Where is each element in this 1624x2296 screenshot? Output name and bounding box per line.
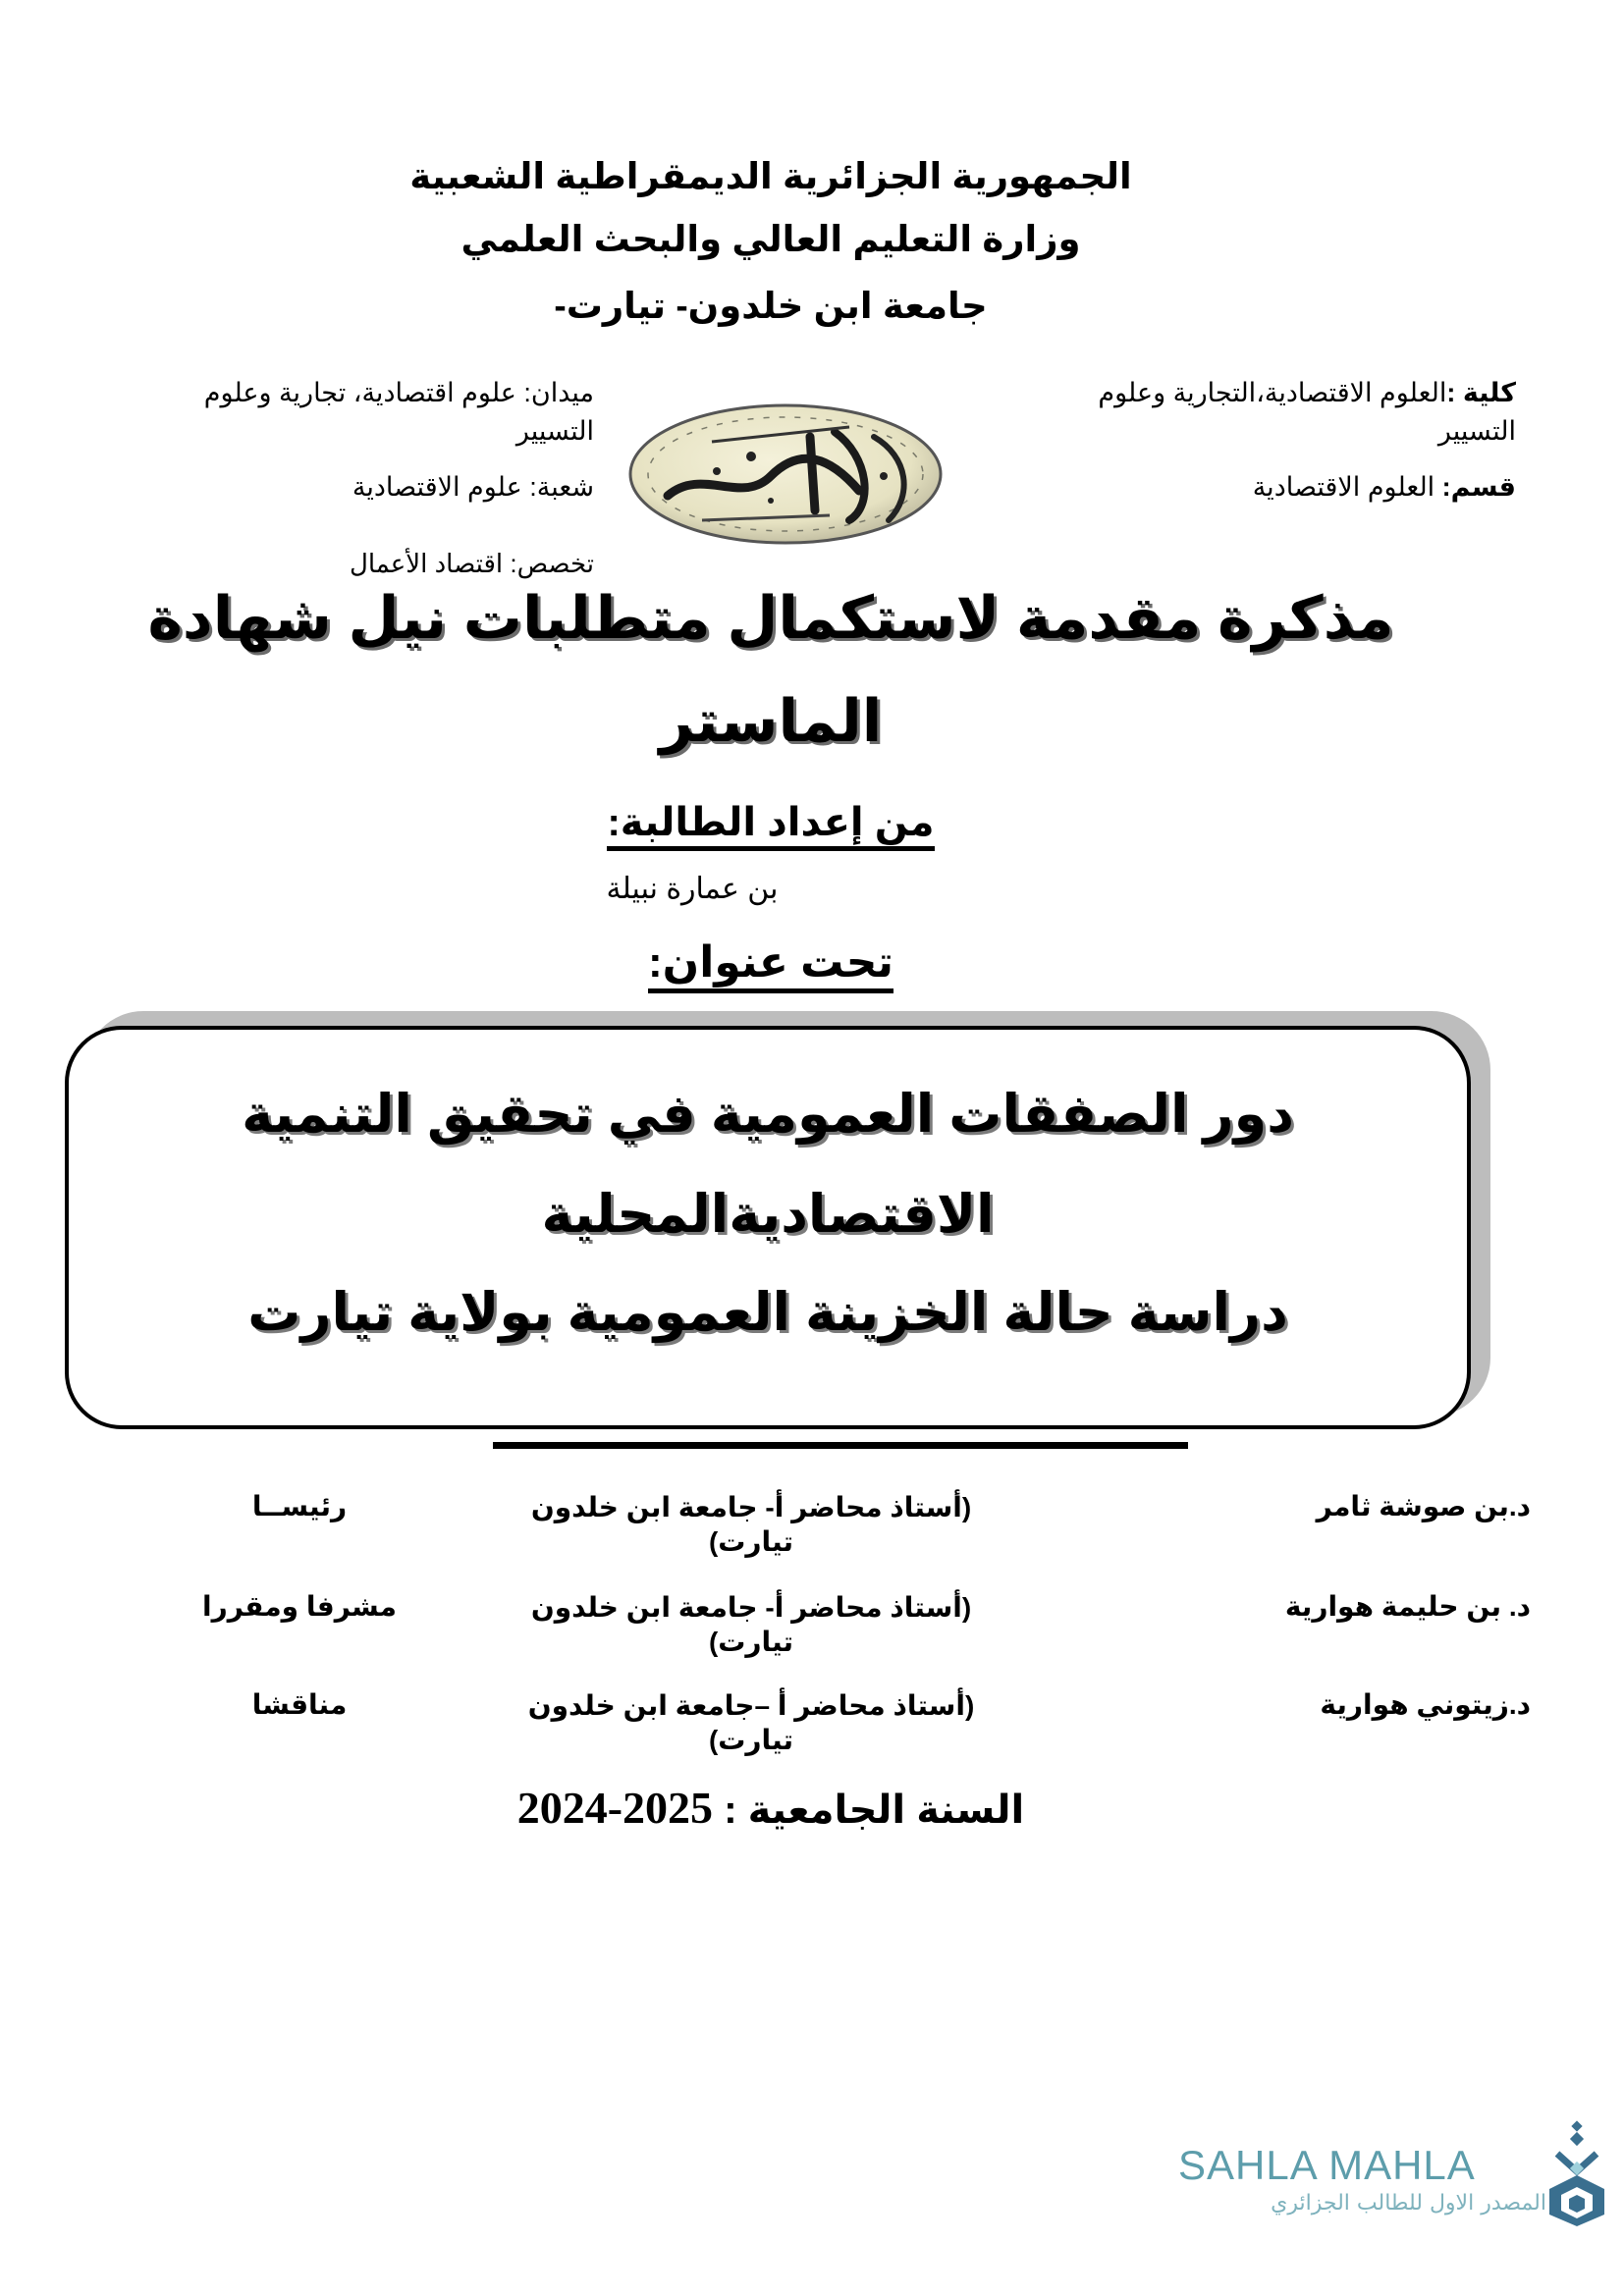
title-line-3: دراسة حالة الخزينة العمومية بولاية تيارت: [247, 1283, 1288, 1342]
header-university: جامعة ابن خلدون- تيارت-: [554, 286, 988, 326]
committee-member-role: مناقشا: [251, 1689, 348, 1720]
faculty-label: كلية :: [1446, 378, 1516, 407]
branch-value: شعبة: علوم الاقتصادية: [352, 472, 594, 503]
header-republic: الجمهورية الجزائرية الديمقراطية الشعبية: [409, 156, 1132, 196]
student-name: بن عمارة نبيلة: [606, 873, 779, 905]
hidden-heading-underline: [493, 1442, 1188, 1449]
committee-member-rank: (أستاذ محاضر أ –جامعة ابن خلدون تيارت): [527, 1690, 975, 1755]
thesis-statement: مذكرة مقدمة لاستكمال متطلبات نيل شهادة: [147, 585, 1394, 651]
academic-year-label: السنة الجامعية :: [724, 1789, 1025, 1832]
committee-member-name: د.زيتوني هوارية: [1320, 1689, 1531, 1720]
committee-member-rank: (أستاذ محاضر أ- جامعة ابن خلدون تيارت): [530, 1592, 972, 1657]
thesis-degree: الماستر: [659, 688, 883, 754]
faculty-value: العلوم الاقتصادية،التجارية وعلوم: [1098, 378, 1447, 407]
prepared-by-heading: من إعداد الطالبة:: [0, 800, 1542, 845]
committee-member-name: د. بن حليمة هوارية: [1284, 1591, 1531, 1622]
university-seal-icon: [623, 398, 947, 550]
committee-member-name: د.بن صوشة ثامر: [1316, 1491, 1531, 1522]
watermark-tagline: المصدر الاول للطالب الجزائري: [1271, 2191, 1546, 2216]
field-value-cont: التسيير: [515, 416, 594, 447]
department-label: قسم:: [1441, 472, 1516, 503]
title-line-2: الاقتصاديةالمحلية: [541, 1185, 995, 1244]
field-info: [108, 378, 594, 503]
committee-member-role: مشرفا ومقررا: [202, 1591, 397, 1622]
committee-member-rank: (أستاذ محاضر أ- جامعة ابن خلدون تيارت): [530, 1492, 972, 1557]
department-value: العلوم الاقتصادية: [1252, 472, 1442, 503]
sahla-mahla-logo-icon: [1543, 2120, 1610, 2228]
academic-year: [0, 1782, 1542, 1834]
faculty-info: [986, 378, 1516, 503]
title-heading: تحت عنوان:: [0, 937, 1542, 988]
committee-member-role: رئيســا: [251, 1491, 348, 1522]
field-value: ميدان: علوم اقتصادية، تجارية وعلوم: [203, 378, 594, 407]
faculty-value-cont: التسيير: [1437, 416, 1516, 447]
specialty-value: تخصص: اقتصاد الأعمال: [349, 549, 594, 578]
header-ministry: وزارة التعليم العالي والبحث العلمي: [460, 219, 1081, 259]
title-line-1: دور الصفقات العمومية في تحقيق التنمية: [242, 1085, 1294, 1144]
academic-year-value: 2024-2025: [516, 1783, 714, 1833]
watermark-brand: SAHLA MAHLA: [1178, 2142, 1476, 2188]
sahla-mahla-watermark: [1178, 2120, 1610, 2228]
